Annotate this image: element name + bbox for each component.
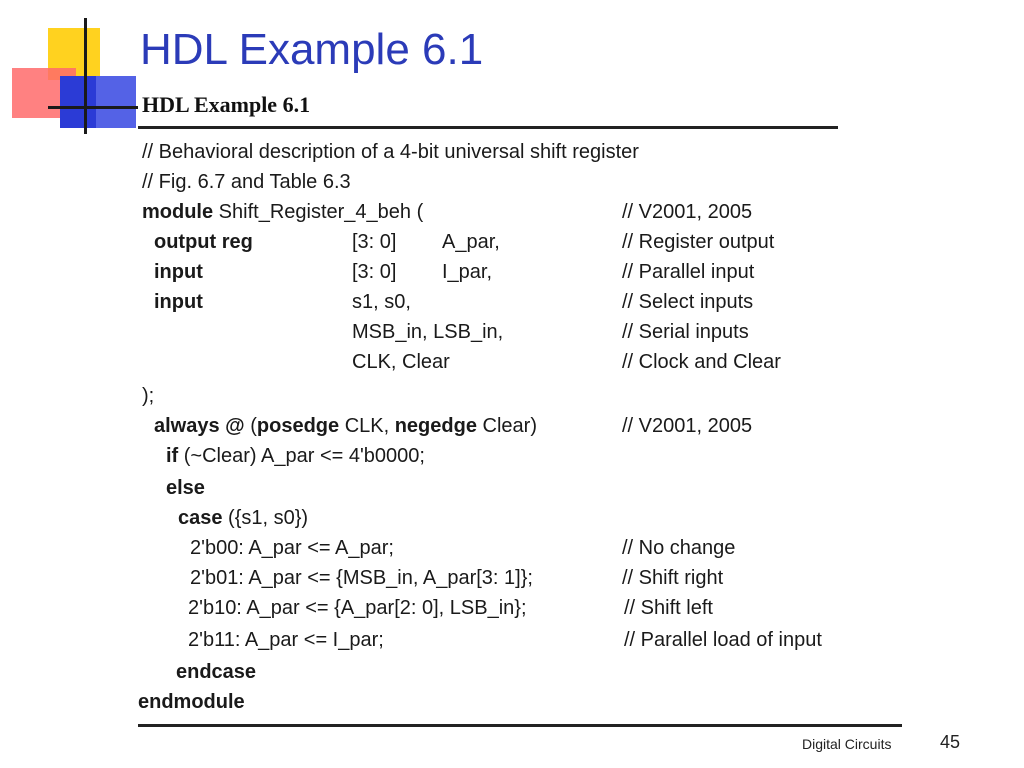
- code-line: 2'b11: A_par <= I_par;: [188, 629, 384, 651]
- decor-vertical-line: [84, 18, 87, 134]
- code-comment: // V2001, 2005: [622, 201, 753, 223]
- code-keyword: input: [154, 261, 203, 283]
- code-text: (~Clear) A_par <= 4'b0000;: [178, 445, 425, 467]
- decor-light-blue-square: [96, 76, 136, 128]
- code-line: );: [142, 385, 155, 407]
- code-line: [178, 506, 308, 530]
- code-comment: // Parallel input: [622, 261, 755, 283]
- code-identifier: A_par,: [442, 231, 500, 253]
- code-identifier: I_par,: [442, 261, 493, 283]
- figure-title: HDL Example 6.1: [142, 92, 311, 117]
- code-identifier: MSB_in, LSB_in,: [352, 321, 504, 343]
- code-line: [142, 200, 423, 224]
- code-text: (: [244, 415, 257, 437]
- code-text: ({s1, s0}): [222, 507, 309, 529]
- code-keyword: case: [178, 507, 223, 529]
- code-line: 2'b10: A_par <= {A_par[2: 0], LSB_in};: [188, 597, 527, 619]
- code-range: [3: 0]: [352, 231, 397, 253]
- code-comment: // Serial inputs: [622, 321, 749, 343]
- code-line: [154, 414, 537, 438]
- code-keyword: endcase: [176, 661, 257, 683]
- code-text: CLK,: [339, 415, 395, 437]
- code-range: [3: 0]: [352, 261, 397, 283]
- code-keyword: posedge: [256, 415, 340, 437]
- code-keyword: output reg: [154, 231, 253, 253]
- figure-bottom-rule: [138, 724, 902, 727]
- code-keyword: else: [166, 477, 205, 499]
- code-comment: // Parallel load of input: [624, 629, 822, 651]
- code-line: 2'b00: A_par <= A_par;: [190, 537, 394, 559]
- code-comment: // V2001, 2005: [622, 415, 753, 437]
- code-identifier: CLK, Clear: [352, 351, 450, 373]
- page-number: 45: [940, 732, 961, 752]
- code-keyword: negedge: [394, 415, 477, 437]
- code-line: // Fig. 6.7 and Table 6.3: [142, 171, 351, 193]
- footer-course-name: Digital Circuits: [802, 736, 892, 752]
- code-identifier: s1, s0,: [352, 291, 411, 313]
- code-keyword: input: [154, 291, 203, 313]
- code-keyword: endmodule: [138, 691, 245, 713]
- code-line: [166, 444, 425, 468]
- code-line: // Behavioral description of a 4-bit universal shift register: [142, 141, 639, 163]
- code-keyword: always @: [154, 415, 245, 437]
- code-comment: // Shift left: [624, 597, 713, 619]
- code-keyword: module: [142, 201, 214, 223]
- code-keyword: if: [166, 445, 179, 467]
- code-text: Clear): [476, 415, 537, 437]
- code-comment: // Select inputs: [622, 291, 754, 313]
- scanned-code-figure: [138, 90, 898, 736]
- code-line: 2'b01: A_par <= {MSB_in, A_par[3: 1]};: [190, 567, 533, 589]
- figure-top-rule: [138, 126, 838, 129]
- code-comment: // Shift right: [622, 567, 724, 589]
- code-comment: // No change: [622, 537, 736, 559]
- code-text: Shift_Register_4_beh (: [213, 201, 424, 223]
- code-comment: // Register output: [622, 231, 775, 253]
- code-comment: // Clock and Clear: [622, 351, 781, 373]
- decor-horizontal-line: [48, 106, 138, 109]
- slide-title: HDL Example 6.1: [140, 25, 484, 74]
